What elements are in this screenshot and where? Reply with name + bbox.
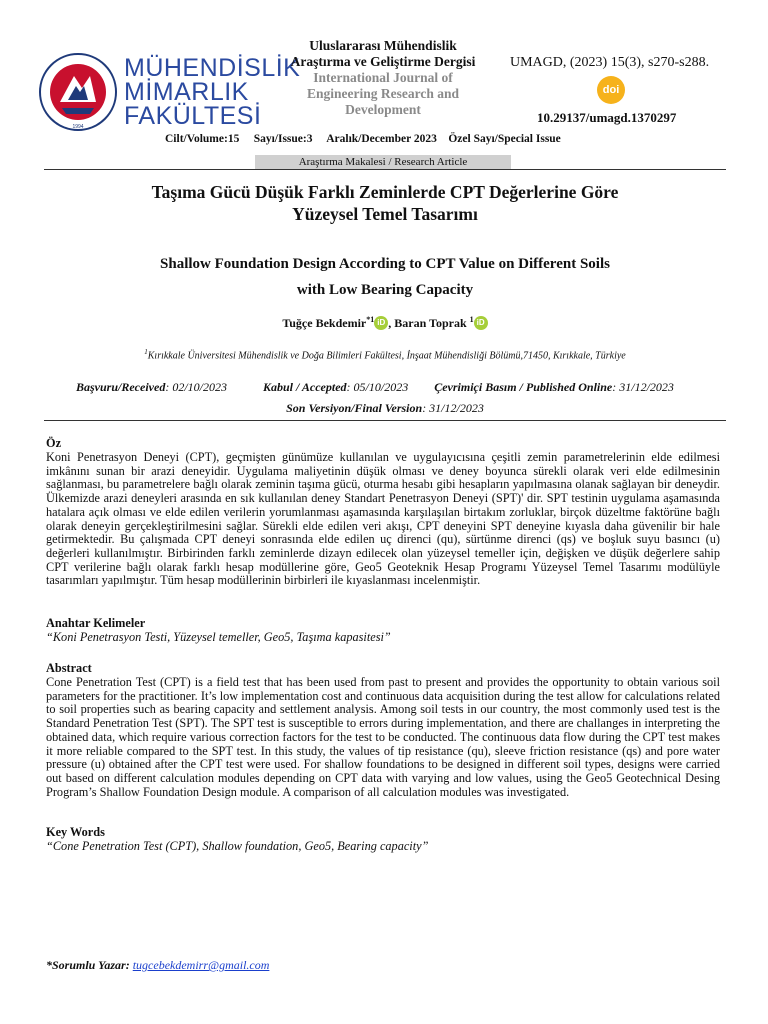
title-tr-line1: Taşıma Gücü Düşük Farklı Zeminlerde CPT Değerlerine Göre — [151, 182, 619, 202]
affiliation-sup: 1 — [144, 348, 148, 356]
journal-name-en-3: Development — [345, 102, 421, 117]
journal-name-tr-1: Uluslararası Mühendislik — [309, 38, 457, 53]
affiliation-text: Kırıkkale Üniversitesi Mühendislik ve Doğa Bilimleri Fakültesi, İnşaat Mühendisliği Bölümü,71450, Kırıkkale, Türkiye — [147, 350, 626, 362]
final-version-line — [44, 401, 726, 416]
dates-line — [76, 380, 716, 395]
anahtar-heading: Anahtar Kelimeler — [46, 616, 146, 630]
faculty-logo — [38, 48, 301, 138]
corresponding-label: *Sorumlu Yazar: — [46, 958, 133, 972]
header-rule — [44, 169, 726, 170]
author-2: Baran Toprak — [394, 316, 467, 330]
keywords-heading: Key Words — [46, 825, 105, 839]
authors — [44, 315, 726, 331]
doi-icon: doi — [597, 76, 625, 104]
anahtar-text: “Koni Penetrasyon Testi, Yüzeysel temeller, Geo5, Taşıma kapasitesi” — [46, 630, 391, 644]
journal-title-block — [270, 38, 496, 118]
citation: UMAGD, (2023) 15(3), s270-s288. — [510, 55, 710, 70]
journal-name-en-1: International Journal of — [313, 70, 453, 85]
doi-link[interactable]: 10.29137/umagd.1370297 — [537, 110, 677, 125]
title-en-line2: with Low Bearing Capacity — [296, 282, 474, 298]
author-1: Tuğçe Bekdemir — [282, 316, 367, 330]
oz-section — [46, 436, 720, 588]
final-label: Son Versiyon/Final Version — [286, 401, 423, 415]
corresponding-email-link[interactable]: tugcebekdemirr@gmail.com — [132, 958, 270, 972]
abstract-text: Cone Penetration Test (CPT) is a field test that has been used from past to present and provides the opportunity to obtain various soil parameters for the practitioner. It’s low implementation cost and continuous data acquisition during the test allow for calculations related to soil properties such as bearing capacity and settlement analysis. Among soil tests in our country, the most commonly used test is the Standard Penetration Test (SPT). The SPT test is susceptible to errors during implementation, and there are challanges in interpreting the obtained data, which require various correction factors for the test to be conducted. The continuous data flow during the CPT test makes it more reliable compared to the SPT test. In this study, the values of tip resistance (qu), sleeve friction resistance (qs) and pore water pressure (u) obtained after the CPT test were used. For shallow foundations to be designed in different soil types, designs were carried out based on different calculation modules depending on CPT data with varying and low values, using the Geo5 Geotechnical Desing Program’s Shallow Foundation Design module. A comparison of all calculation modules was investigated. — [46, 675, 720, 799]
journal-name-tr-2: Araştırma ve Geliştirme Dergisi — [290, 54, 476, 69]
final-date: : 31/12/2023 — [422, 401, 484, 415]
keywords-section — [46, 825, 720, 854]
author-1-sup: *1 — [366, 315, 375, 324]
author-separator: , — [388, 316, 395, 330]
abstract-heading: Abstract — [46, 661, 92, 675]
issue-line: Cilt/Volume:15 Sayı/Issue:3 Aralık/December 2023 Özel Sayı/Special Issue — [165, 133, 561, 145]
accepted-date: : 05/10/2023 — [346, 380, 409, 394]
journal-name-en-2: Engineering Research and — [306, 86, 459, 101]
online-date: : 31/12/2023 — [612, 380, 674, 394]
corresponding-author — [46, 958, 269, 973]
logo-line3: FAKÜLTESİ — [124, 102, 262, 130]
university-seal-icon — [38, 52, 118, 132]
orcid-icon[interactable]: iD — [474, 316, 488, 330]
article-type-bar — [255, 155, 511, 170]
orcid-icon[interactable]: iD — [374, 316, 388, 330]
seal-year: 1994 — [72, 124, 84, 130]
title-en — [44, 251, 726, 303]
author-2-sup: 1 — [469, 315, 474, 324]
title-tr-line2: Yüzeysel Temel Tasarımı — [292, 204, 478, 224]
title-en-line1: Shallow Foundation Design According to CPT Value on Different Soils — [160, 256, 610, 272]
accepted-label: Kabul / Accepted — [263, 380, 347, 394]
logo-line2: MİMARLIK — [124, 78, 249, 106]
online-label: Çevrimiçi Basım / Published Online — [434, 380, 613, 394]
keywords-text: “Cone Penetration Test (CPT), Shallow foundation, Geo5, Bearing capacity” — [46, 839, 429, 853]
dates-rule — [44, 420, 726, 421]
received-label: Başvuru/Received — [76, 380, 166, 394]
article-type: Araştırma Makalesi / Research Article — [298, 156, 468, 168]
logo-line1: MÜHENDİSLİK — [124, 54, 301, 82]
anahtar-section — [46, 616, 720, 645]
oz-heading: Öz — [46, 436, 62, 450]
received-date: : 02/10/2023 — [165, 380, 227, 394]
affiliation — [44, 348, 726, 361]
abstract-section — [46, 661, 720, 799]
oz-text: Koni Penetrasyon Deneyi (CPT), geçmişten günümüze kullanılan ve uygulayıcısına çeşitli zemin parametrelerinin elde edilmesi imkânını sunan bir arazi deneyidir. Uygulama maliyetinin düşük olması ve deney boyunca sürekli olarak veri elde edilmesinin sağlanması, bu parametrelere bağlı olarak zeminin taşıma gücü, oturma hesabı gibi hesapların yapılmasına olanak sağlayan bir deneydir. Ülkemizde arazi deneyleri arasında en sık kullanılan deney Standart Penetrasyon Deneyi (SPT)' dir. SPT testinin uygulama aşamasında hatalara açık olması ve elde edilen verilerin yorumlanması aşamasında karşılaşılan birtakım zorluklar, birçok düzeltme faktörüne bağlı olarak deneyin gerçekleştirilmesini sağlar. Sürekli elde edilen veri akışı, CPT deneyini SPT deneyine kıyasla daha güvenilir bir hale getirmektedir. Bu çalışmada CPT deneyi sonrasında elde edilen uç direnci (qu), sürtünme direnci (qs) ve boşluk suyu basıncı (u) değerleri kullanılmıştır. Birbirinden farklı zeminlerde dizayn edilecek olan yüzeysel temeller için, değişken ve düşük değerlere sahip CPT verilerine bağlı olarak farklı hesap modüllerine göre, Geo5 Geoteknik Hesap Programı Yüzeysel Temel Tasarımı modülüyle tasarımları yapılmıştır. Tüm hesap modüllerinin birbirleri ile kıyaslanması incelenmiştir. — [46, 450, 720, 588]
title-tr — [44, 181, 726, 225]
